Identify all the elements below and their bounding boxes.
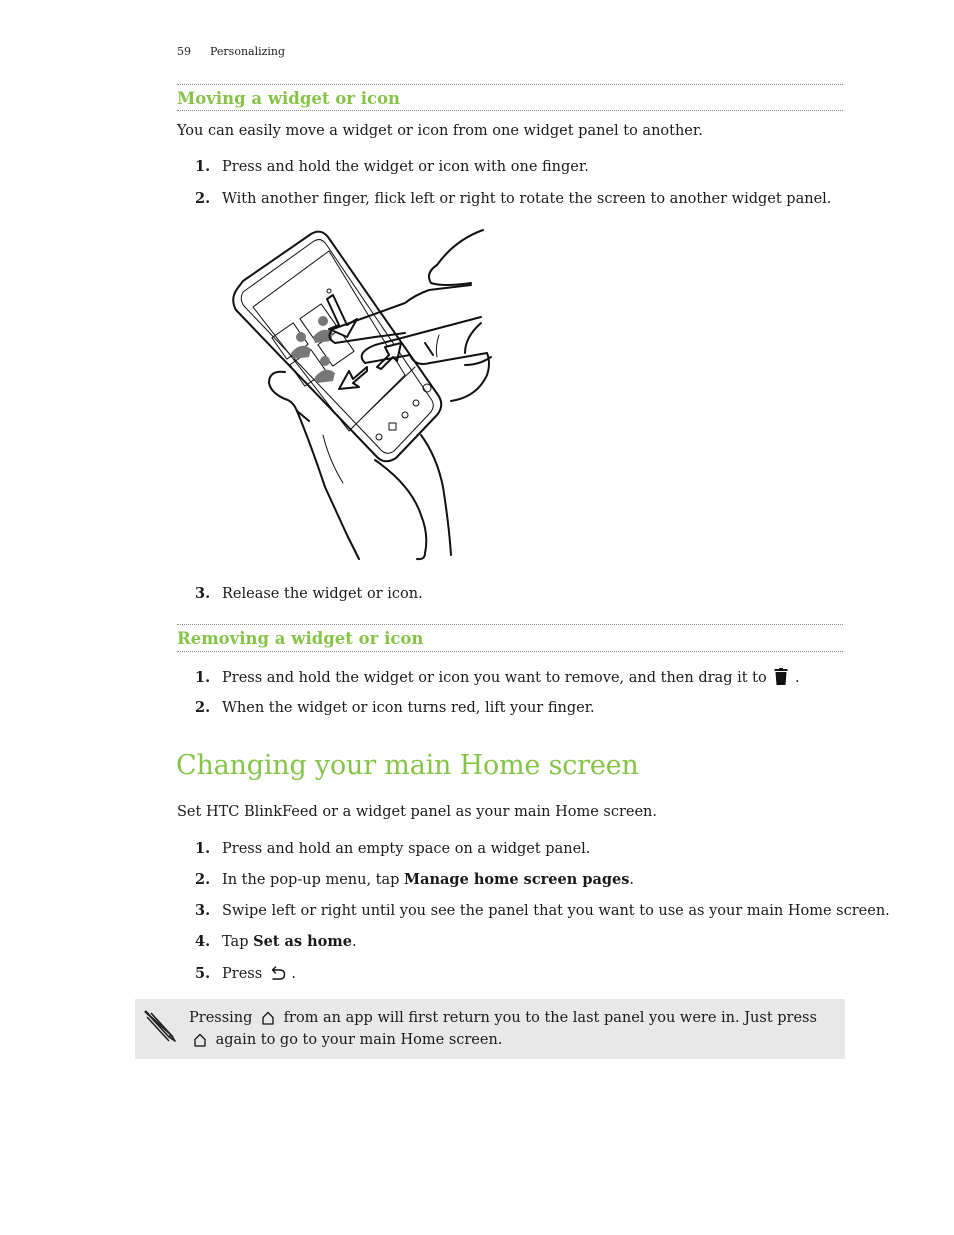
trash-icon: [774, 668, 788, 685]
section-name: Personalizing: [210, 45, 286, 58]
list-item: 4. Tap Set as home.: [195, 933, 357, 950]
page-header: [177, 45, 285, 58]
page-number: 59: [177, 45, 191, 58]
divider: [177, 651, 843, 652]
back-icon: [270, 966, 286, 981]
list-item: 3. Release the widget or icon.: [195, 585, 423, 602]
list-item: 1. Press and hold the widget or icon with one finger.: [195, 158, 589, 175]
paragraph: You can easily move a widget or icon from one widget panel to another.: [177, 123, 703, 139]
list-item: 1. Press and hold the widget or icon you want to remove, and then drag it to .: [195, 669, 800, 686]
list-item: 5. Press .: [195, 965, 296, 982]
note-text: Pressing from an app will first return you to the last panel you were in. Just press again to go to your main Home screen.: [189, 1010, 817, 1048]
list-item: 2. When the widget or icon turns red, lift your finger.: [195, 699, 595, 716]
divider: [177, 110, 843, 111]
paragraph: Set HTC BlinkFeed or a widget panel as your main Home screen.: [177, 804, 657, 820]
list-item: 2. With another finger, flick left or right to rotate the screen to another widget panel.: [195, 190, 832, 207]
home-icon: [261, 1011, 275, 1025]
section-heading-removing: Removing a widget or icon: [177, 629, 424, 648]
pencil-icon: [143, 1009, 179, 1045]
hand-phone-illustration: [225, 225, 500, 565]
list-item: 2. In the pop-up menu, tap Manage home screen pages.: [195, 871, 635, 888]
list-item: 3. Swipe left or right until you see the panel that you want to use as your main Home screen.: [195, 902, 890, 919]
section-heading-moving: Moving a widget or icon: [177, 89, 401, 108]
note-box: [135, 999, 845, 1059]
home-icon: [193, 1033, 207, 1047]
divider: [177, 84, 843, 85]
page-title: Changing your main Home screen: [176, 750, 639, 781]
list-item: 1. Press and hold an empty space on a widget panel.: [195, 840, 591, 857]
divider: [177, 624, 843, 625]
